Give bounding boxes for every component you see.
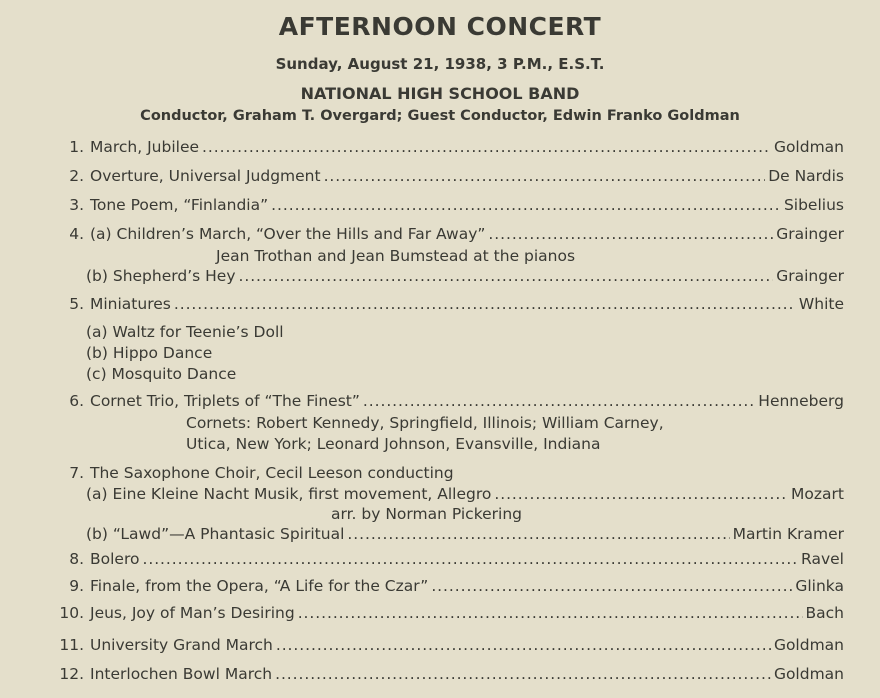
- program-item-8: [56, 550, 844, 572]
- program-item-12: [56, 665, 844, 687]
- piece-title: University Grand March: [90, 636, 273, 654]
- composer: Ravel: [801, 550, 844, 568]
- leader-dots: [363, 392, 755, 410]
- composer: Grainger: [776, 225, 844, 243]
- item-number: 10.: [59, 604, 84, 622]
- item-number: 1.: [69, 138, 84, 156]
- leader-dots: [275, 665, 771, 683]
- leader-dots: [174, 295, 796, 313]
- leader-dots: [271, 196, 781, 214]
- program-item-6: [56, 392, 844, 414]
- composer: Goldman: [773, 138, 844, 156]
- composer: Sibelius: [783, 196, 844, 214]
- piece-title: Bolero: [90, 550, 140, 568]
- composer: Glinka: [795, 577, 844, 595]
- performer-note-line-1: Cornets: Robert Kennedy, Springfield, Illinois; William Carney,: [186, 414, 664, 432]
- concert-date: Sunday, August 21, 1938, 3 P.M., E.S.T.: [275, 55, 605, 73]
- sub-piece-a: (a) Waltz for Teenie’s Doll: [86, 323, 284, 341]
- composer: Goldman: [773, 665, 844, 683]
- piece-title: (b) “Lawd”—A Phantasic Spiritual: [86, 525, 345, 543]
- performer-note: Jean Trothan and Jean Bumstead at the pianos: [216, 247, 576, 265]
- program-item-1: [56, 138, 844, 160]
- program-item-3: [56, 196, 844, 218]
- leader-dots: [494, 485, 788, 503]
- piece-title: Cornet Trio, Triplets of “The Finest”: [90, 392, 360, 410]
- sub-piece-c: (c) Mosquito Dance: [86, 365, 237, 383]
- program-item-7-title: The Saxophone Choir, Cecil Leeson conducting: [90, 464, 454, 482]
- item-number: 5.: [69, 295, 84, 313]
- composer: Martin Kramer: [732, 525, 844, 543]
- leader-dots: [347, 525, 729, 543]
- composer: Mozart: [791, 485, 844, 503]
- piece-title: (a) Children’s March, “Over the Hills and Far Away”: [90, 225, 486, 243]
- program-item-7a: [86, 485, 844, 503]
- piece-title: March, Jubilee: [90, 138, 200, 156]
- piece-title: (a) Eine Kleine Nacht Musik, first movement, Allegro: [86, 485, 492, 503]
- program-item-2: [56, 167, 844, 189]
- leader-dots: [488, 225, 773, 243]
- leader-dots: [431, 577, 792, 595]
- piece-title: Finale, from the Opera, “A Life for the Czar”: [90, 577, 429, 595]
- piece-title: (b) Shepherd’s Hey: [86, 267, 236, 285]
- leader-dots: [324, 167, 766, 185]
- conductors: Conductor, Graham T. Overgard; Guest Conductor, Edwin Franko Goldman: [140, 108, 740, 124]
- leader-dots: [202, 138, 771, 156]
- program-item-4a: [56, 225, 844, 247]
- composer: Bach: [805, 604, 844, 622]
- program-item-9: [56, 577, 844, 599]
- program-item-7b: [86, 525, 844, 543]
- piece-title: Miniatures: [90, 295, 171, 313]
- item-number: 11.: [59, 636, 84, 654]
- program-item-10: [56, 604, 844, 626]
- performer-note-line-2: Utica, New York; Leonard Johnson, Evansville, Indiana: [186, 435, 601, 453]
- leader-dots: [142, 550, 798, 568]
- item-number: 12.: [59, 665, 84, 683]
- item-number: 3.: [69, 196, 84, 214]
- piece-title: Interlochen Bowl March: [90, 665, 273, 683]
- item-number: 9.: [69, 577, 84, 595]
- piece-title: Tone Poem, “Finlandia”: [90, 196, 269, 214]
- item-number: 6.: [69, 392, 84, 410]
- concert-title: AFTERNOON CONCERT: [278, 12, 602, 41]
- program-item-11: [56, 636, 844, 658]
- item-number-7: 7.: [69, 464, 84, 482]
- leader-dots: [239, 267, 774, 285]
- program-item-5: [56, 295, 844, 317]
- composer: Grainger: [776, 267, 844, 285]
- sub-piece-b: (b) Hippo Dance: [86, 344, 213, 362]
- item-number: 8.: [69, 550, 84, 568]
- band-name: NATIONAL HIGH SCHOOL BAND: [300, 84, 580, 103]
- composer: Henneberg: [758, 392, 844, 410]
- program-item-4b: [86, 267, 844, 285]
- composer: White: [798, 295, 844, 313]
- item-number: 4.: [69, 225, 84, 243]
- piece-title: Overture, Universal Judgment: [90, 167, 321, 185]
- leader-dots: [276, 636, 771, 654]
- composer: Goldman: [773, 636, 844, 654]
- composer: De Nardis: [768, 167, 844, 185]
- piece-title: Jeus, Joy of Man’s Desiring: [90, 604, 295, 622]
- arranger-note: arr. by Norman Pickering: [331, 505, 523, 523]
- leader-dots: [298, 604, 803, 622]
- item-number: 2.: [69, 167, 84, 185]
